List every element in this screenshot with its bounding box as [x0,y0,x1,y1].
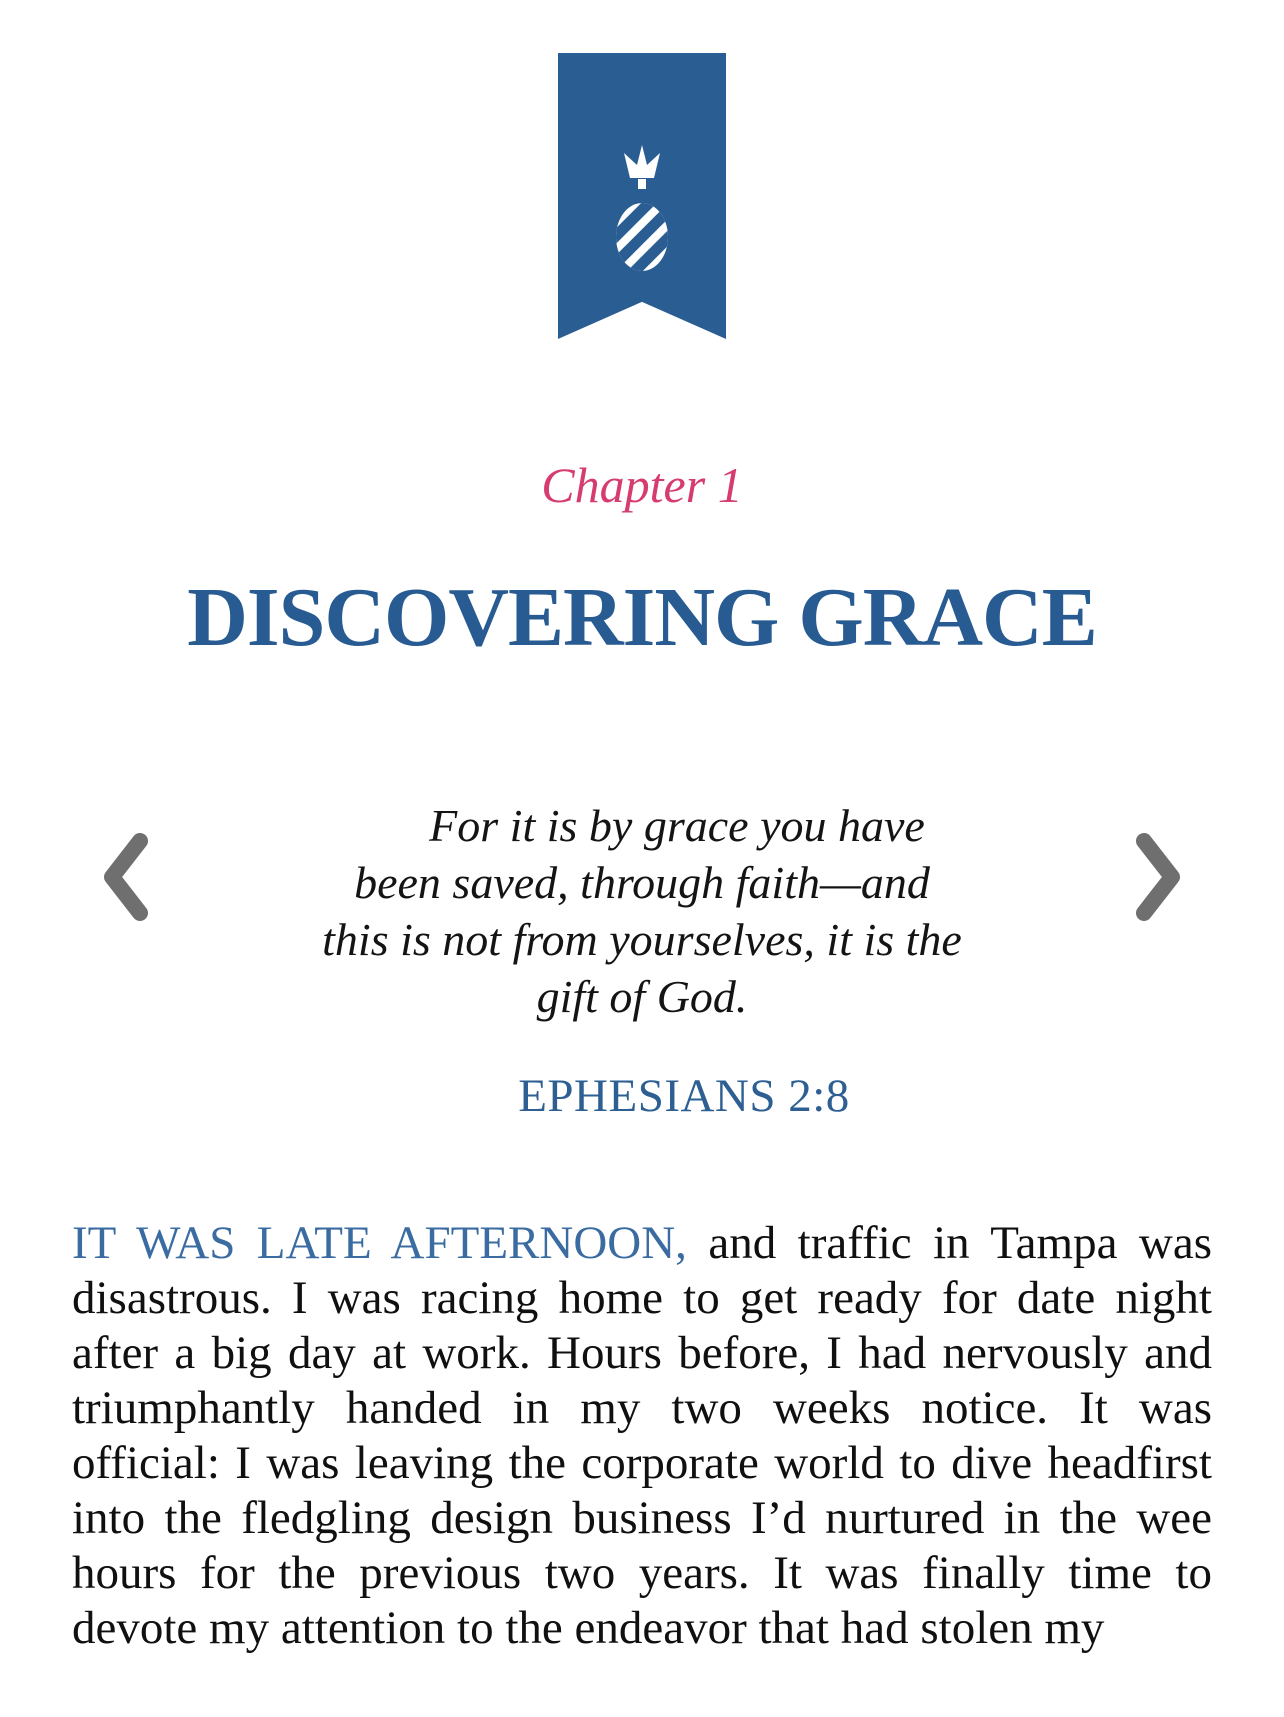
verse-quote [0,797,1284,1025]
chapter-heading: Chapter 1 [541,457,743,513]
paragraph-text: and traffic in Tampa was disastrous. I was racing home to get ready for date night after a big day at work. Hours before, I had nervously and triumphantly handed in my two weeks notice. It was official: I was leaving the corporate world to dive headfirst into the fledgling design business I’d nurtured in the wee hours for the previous two years. It was finally time to devote my attention to the endeavor that had stolen my [72,1217,1212,1654]
verse-reference: EPHESIANS 2:8 [518,1070,850,1122]
verse-line: this is not from yourselves, it is the [322,914,962,965]
verse-line: been saved, through faith—and [354,857,930,908]
verse-line: gift of God. [536,971,748,1022]
paragraph-lead: IT WAS LATE AFTERNOON, [72,1217,687,1269]
pineapple-icon [612,145,672,275]
page-title: DISCOVERING GRACE [187,571,1097,664]
verse-line: For it is by grace you have [429,800,925,851]
chapter-ribbon [558,53,726,339]
body-paragraph [72,1216,1212,1656]
